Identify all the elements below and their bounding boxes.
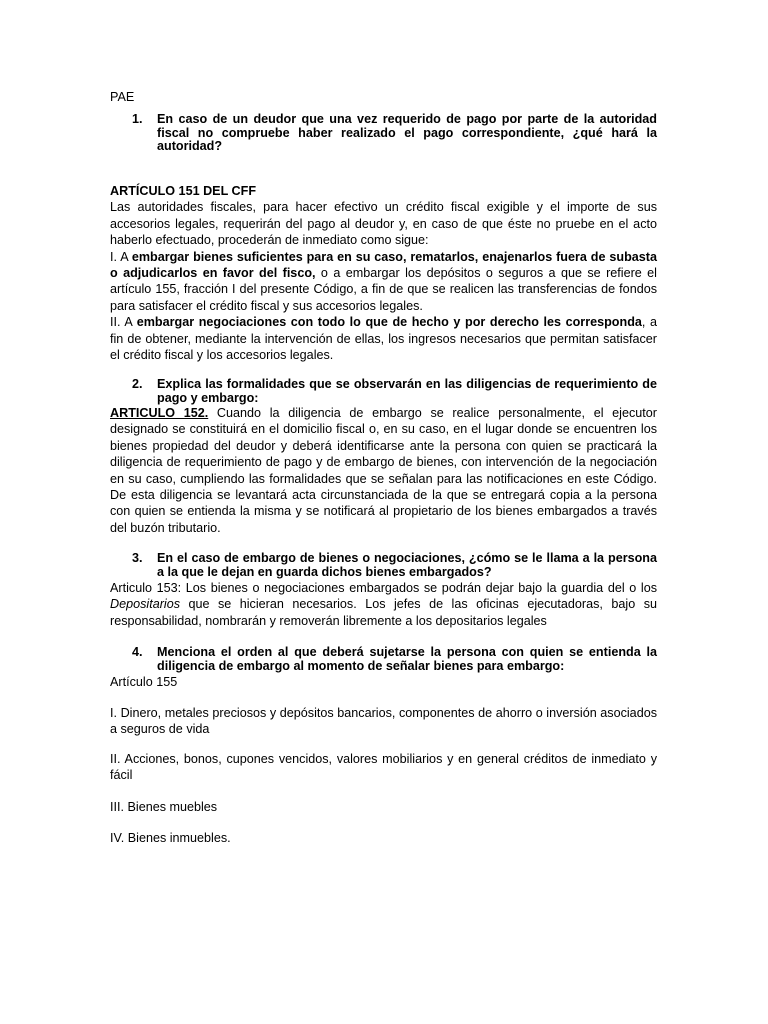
answer-3-rest: que se hicieran necesarios. Los jefes de las oficinas ejecutadoras, bajo su responsabilidad, nombrarán y removerán libremente a los depositarios legales [110,597,657,628]
question-3-text: En el caso de embargo de bienes o negociaciones, ¿cómo se le llama a la persona a la que le dejan en guarda dichos bienes embargados? [157,551,657,579]
document-label: PAE [110,90,135,104]
question-1 [110,113,657,154]
list-item-iv: IV. Bienes inmuebles. [110,831,231,845]
fraction-ii-prefix: II. A [110,315,137,330]
question-4-text: Menciona el orden al que deberá sujetarse la persona con quien se entienda la diligencia de embargo al momento de señalar bienes para embargo: [157,645,657,673]
fraction-ii-bold: embargar negociaciones con todo lo que de hecho y por derecho les corresponda [136,315,642,330]
answer-1-heading: ARTÍCULO 151 DEL CFF [110,184,257,198]
answer-2 [110,405,657,536]
question-3-number: 3. [132,551,143,565]
question-1-text: En caso de un deudor que una vez requerido de pago por parte de la autoridad fiscal no compruebe haber realizado el pago correspondiente, ¿qué hará la autoridad? [157,112,657,154]
question-2-number: 2. [132,377,143,391]
answer-1-intro: Las autoridades fiscales, para hacer efectivo un crédito fiscal exigible y el importe de sus accesorios legales, requerirán del pago al deudor y, en caso de que éste no pruebe en el acto haberlo efectuado, procederán de inmediato como sigue: [110,200,657,248]
answer-2-heading: ARTICULO 152. [110,406,209,420]
question-4 [110,646,657,673]
answer-3-italic: Depositarios [110,597,180,612]
fraction-i-bold: embargar bienes suficientes para en su caso, rematarlos, enajenarlos fuera de subasta o adjudicarlos en favor del fisco, [110,249,657,281]
fraction-ii-rest: , a fin de obtener, mediante la intervención de ellas, los ingresos necesarios que permitan satisfacer el crédito fiscal y los accesorios legales. [110,315,657,363]
answer-2-text: Cuando la diligencia de embargo se realice personalmente, el ejecutor designado se constituirá en el domicilio fiscal o, en su caso, en el lugar donde se encuentren los bienes propiedad del deudor y deberá identificarse ante la persona con quien se practicará la diligencia de requerimiento de pago y de embargo de bienes, con intervención de la negociación en su caso, cumpliendo las formalidades que se señalan para las notificaciones en este Código. De esta diligencia se levantará acta circunstanciada de la que se entregará copia a la persona con quien se entienda la misma y se notificará al propietario de los bienes embargados a través del buzón tributario. [110,406,657,535]
question-1-number: 1. [132,112,143,126]
fraction-i-prefix: I. A [110,249,132,264]
list-item-i: I. Dinero, metales preciosos y depósitos bancarios, componentes de ahorro o inversión asociados a seguros de vida [110,706,657,737]
list-item-iii: III. Bienes muebles [110,800,218,814]
fraction-i-rest: o a embargar los depósitos o seguros a que se refiere el artículo 155, fracción I del presente Código, a fin de que se realicen las transferencias de fondos para satisfacer el crédito fiscal y sus accesorios legales. [110,266,657,313]
answer-1 [110,183,657,363]
list-item-ii: II. Acciones, bonos, cupones vencidos, valores mobiliarios y en general créditos de inmediato y fácil [110,752,657,783]
answer-1-fraction-i [110,249,657,315]
answer-1-fraction-ii [110,314,657,363]
question-3 [110,552,657,579]
answer-3-prefix: Articulo 153: Los bienes o negociaciones embargados se podrán dejar bajo la guardia del o los [110,581,657,595]
answer-4-heading: Artículo 155 [110,675,178,689]
question-2-text: Explica las formalidades que se observarán en las diligencias de requerimiento de pago y embargo: [157,377,657,405]
question-4-number: 4. [132,645,143,659]
answer-3 [110,580,657,629]
question-2 [110,378,657,405]
